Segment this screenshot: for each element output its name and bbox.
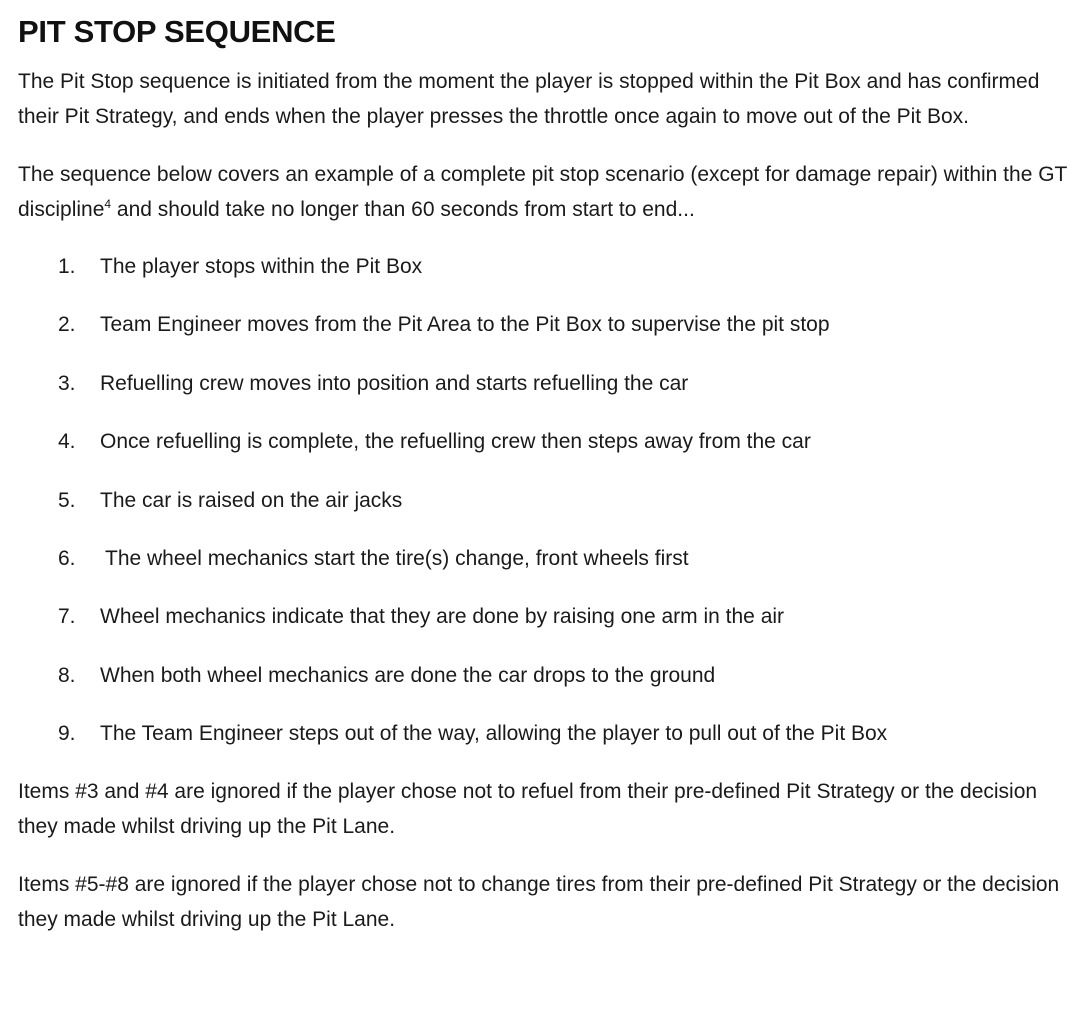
step-text: Team Engineer moves from the Pit Area to the Pit Box to supervise the pit stop xyxy=(100,313,830,337)
footnote-marker: 4 xyxy=(104,197,112,211)
list-item xyxy=(18,599,1078,634)
step-number: 1. xyxy=(58,255,76,278)
sequence-intro-text-start: The sequence below covers an example of a complete pit stop scenario (except for damage repair) within the GT discipline xyxy=(18,163,1067,221)
step-number: 5. xyxy=(58,488,76,512)
list-item xyxy=(18,424,1078,459)
refuel-note-paragraph: Items #3 and #4 are ignored if the player chose not to refuel from their pre-defined Pit Strategy or the decision they made whilst driving up the Pit Lane. xyxy=(18,780,1038,839)
step-text: Wheel mechanics indicate that they are done by raising one arm in the air xyxy=(100,605,785,629)
document-page xyxy=(18,10,1078,937)
tires-note-paragraph: Items #5-#8 are ignored if the player chose not to change tires from their pre-defined Pit Strategy or the decision they made whilst driving up the Pit Lane. xyxy=(18,873,1060,932)
intro-paragraph: The Pit Stop sequence is initiated from the moment the player is stopped within the Pit Box and has confirmed their Pit Strategy, and ends when the player presses the throttle once again to move out of the Pit Box. xyxy=(18,70,1040,128)
list-item xyxy=(18,366,1078,401)
step-number: 2. xyxy=(58,313,76,337)
step-number: 3. xyxy=(58,371,76,395)
page-title: PIT STOP SEQUENCE xyxy=(18,14,336,49)
step-text: The player stops within the Pit Box xyxy=(100,255,423,278)
step-text: The car is raised on the air jacks xyxy=(100,488,403,512)
step-text: When both wheel mechanics are done the car drops to the ground xyxy=(100,663,716,687)
step-text: Once refuelling is complete, the refuelling crew then steps away from the car xyxy=(100,430,811,454)
step-text: The wheel mechanics start the tire(s) change, front wheels first xyxy=(105,546,689,570)
list-item xyxy=(18,483,1078,518)
step-text: Refuelling crew moves into position and starts refuelling the car xyxy=(100,371,689,395)
step-number: 9. xyxy=(58,722,76,746)
list-item xyxy=(18,716,1078,751)
step-number: 7. xyxy=(58,605,76,629)
step-number: 8. xyxy=(58,663,76,687)
step-text: The Team Engineer steps out of the way, allowing the player to pull out of the Pit Box xyxy=(100,722,888,746)
sequence-intro-text-end: and should take no longer than 60 seconds from start to end... xyxy=(111,198,695,221)
sequence-intro-paragraph xyxy=(18,157,1078,227)
list-item xyxy=(18,658,1078,693)
list-item xyxy=(18,307,1078,342)
pit-stop-steps-list xyxy=(18,249,1078,751)
step-number: 4. xyxy=(58,430,76,454)
step-number: 6. xyxy=(58,546,76,570)
list-item xyxy=(18,249,1078,284)
list-item xyxy=(18,541,1078,576)
